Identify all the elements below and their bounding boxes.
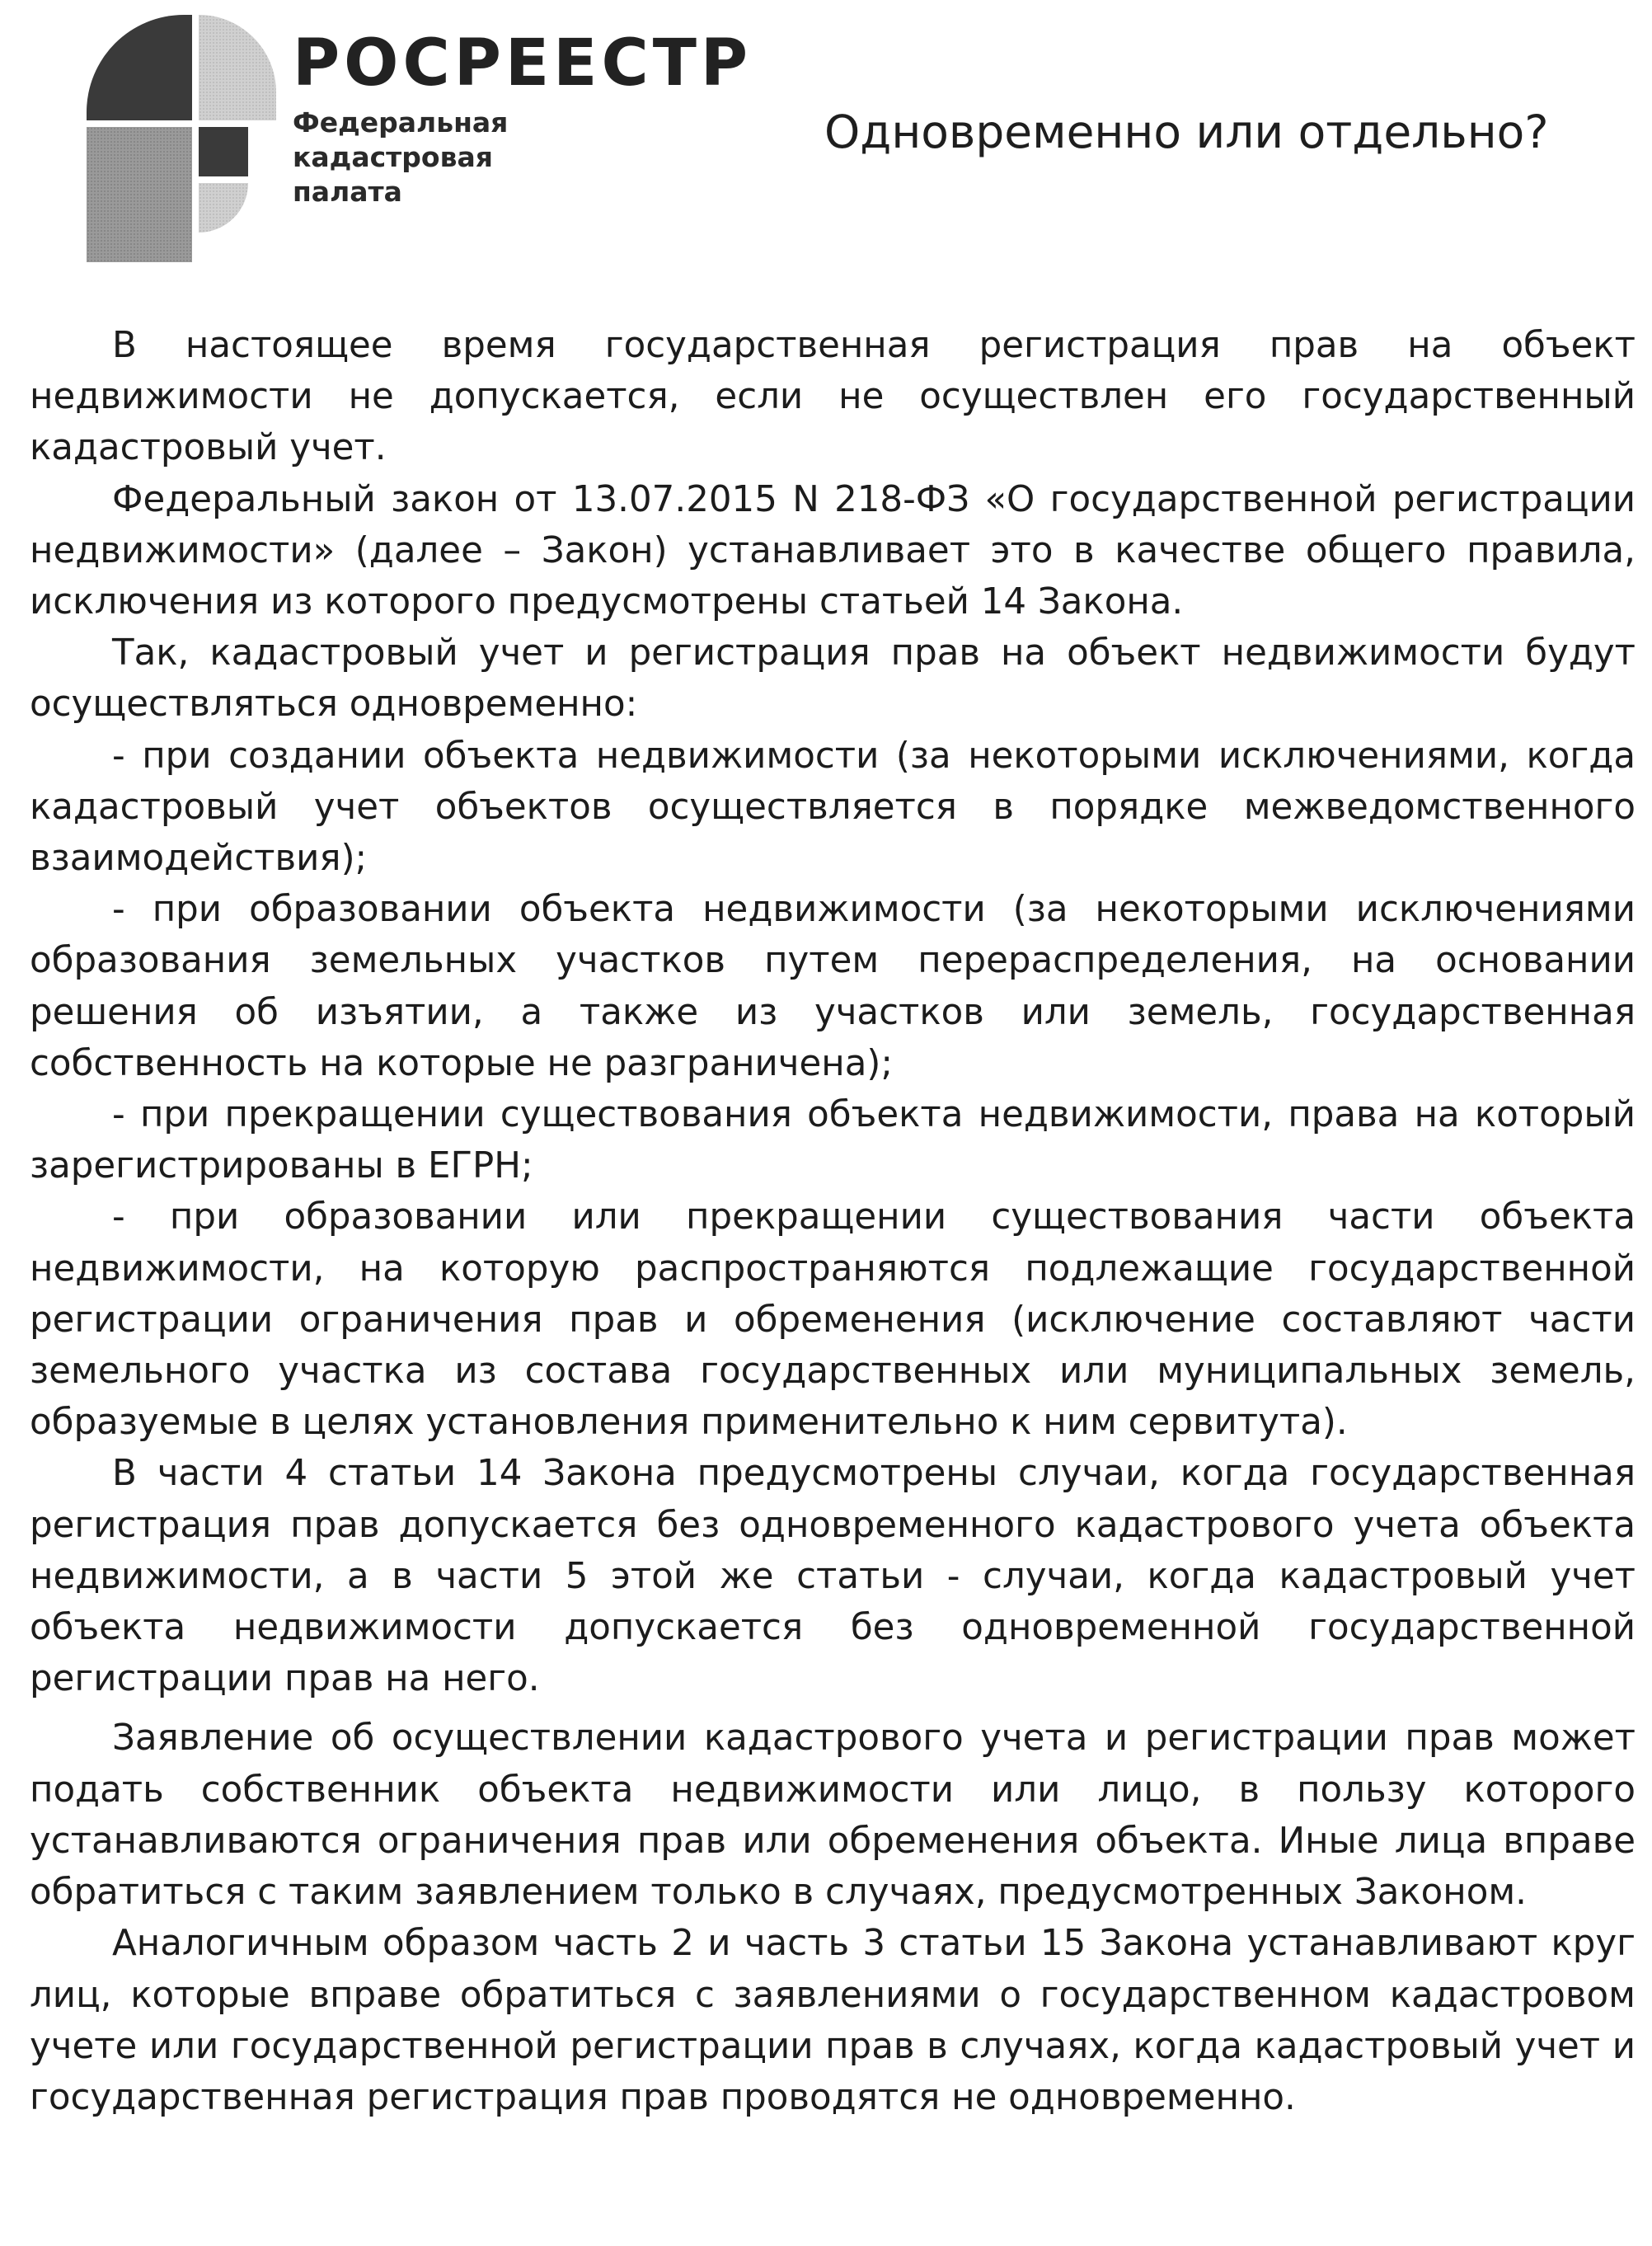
list-item: - при прекращении существования объекта недвижимости, права на который зарегистрированы в ЕГРН; bbox=[30, 1094, 1636, 1187]
org-subtitle-line: Федеральная bbox=[293, 106, 509, 139]
list-item: - при создании объекта недвижимости (за некоторыми исключениями, когда кадастровый учет объектов осуществляется в порядке межведомственного взаимодействия); bbox=[30, 735, 1636, 880]
list-item: - при образовании объекта недвижимости (за некоторыми исключениями образования земельных участков путем перераспределения, на основании решения об изъятии, а также из участков или земель, государственная собственность на которые не разграничена); bbox=[30, 889, 1636, 1084]
paragraph: Аналогичным образом часть 2 и часть 3 статьи 15 Закона устанавливают круг лиц, которые вправе обратиться с заявлениями о государственном кадастровом учете или государственной регистрации прав в случаях, когда кадастровый учет и государственная регистрация прав проводятся не одновременно. bbox=[30, 1923, 1636, 2118]
brand-block bbox=[293, 26, 753, 209]
paragraph: Заявление об осуществлении кадастрового учета и регистрации прав может подать собственник объекта недвижимости или лицо, в пользу которого устанавливаются ограничения прав или обременения объекта. Иные лица вправе обратиться с таким заявлением только в случаях, предусмотренных Законом. bbox=[30, 1717, 1636, 1914]
page-title: Одновременно или отдельно? bbox=[824, 106, 1549, 158]
paragraph: В настоящее время государственная регистрация прав на объект недвижимости не допускается, если не осуществлен его государственный кадастровый учет. bbox=[30, 325, 1636, 469]
org-name: РОСРЕЕСТР bbox=[293, 26, 753, 101]
org-subtitle-line: кадастровая bbox=[293, 141, 493, 173]
org-subtitle bbox=[293, 106, 752, 209]
list-item: - при образовании или прекращении существования части объекта недвижимости, на которую распространяются подлежащие государственной регистрации ограничения прав и обременения (исключение составляют части земельного участка из состава государственных или муниципальных земель, образуемые в целях установления применительно к ним сервитута). bbox=[30, 1196, 1636, 1444]
paragraph: Так, кадастровый учет и регистрация прав на объект недвижимости будут осуществляться одновременно: bbox=[30, 632, 1636, 726]
org-subtitle-line: палата bbox=[293, 176, 402, 208]
page-header bbox=[0, 0, 1652, 272]
paragraph: В части 4 статьи 14 Закона предусмотрены случаи, когда государственная регистрация прав допускается без одновременного кадастрового учета объекта недвижимости, а в части 5 этой же статьи - случаи, когда кадастровый учет объекта недвижимости допускается без одновременной государственной регистрации прав на него. bbox=[30, 1453, 1636, 1700]
article-body bbox=[30, 320, 1636, 2123]
paragraph: Федеральный закон от 13.07.2015 N 218-ФЗ «О государственной регистрации недвижимости» (далее – Закон) устанавливает это в качестве общего правила, исключения из которого предусмотрены статьей 14 Закона. bbox=[30, 478, 1636, 623]
rosreestr-logo-icon bbox=[87, 15, 276, 262]
